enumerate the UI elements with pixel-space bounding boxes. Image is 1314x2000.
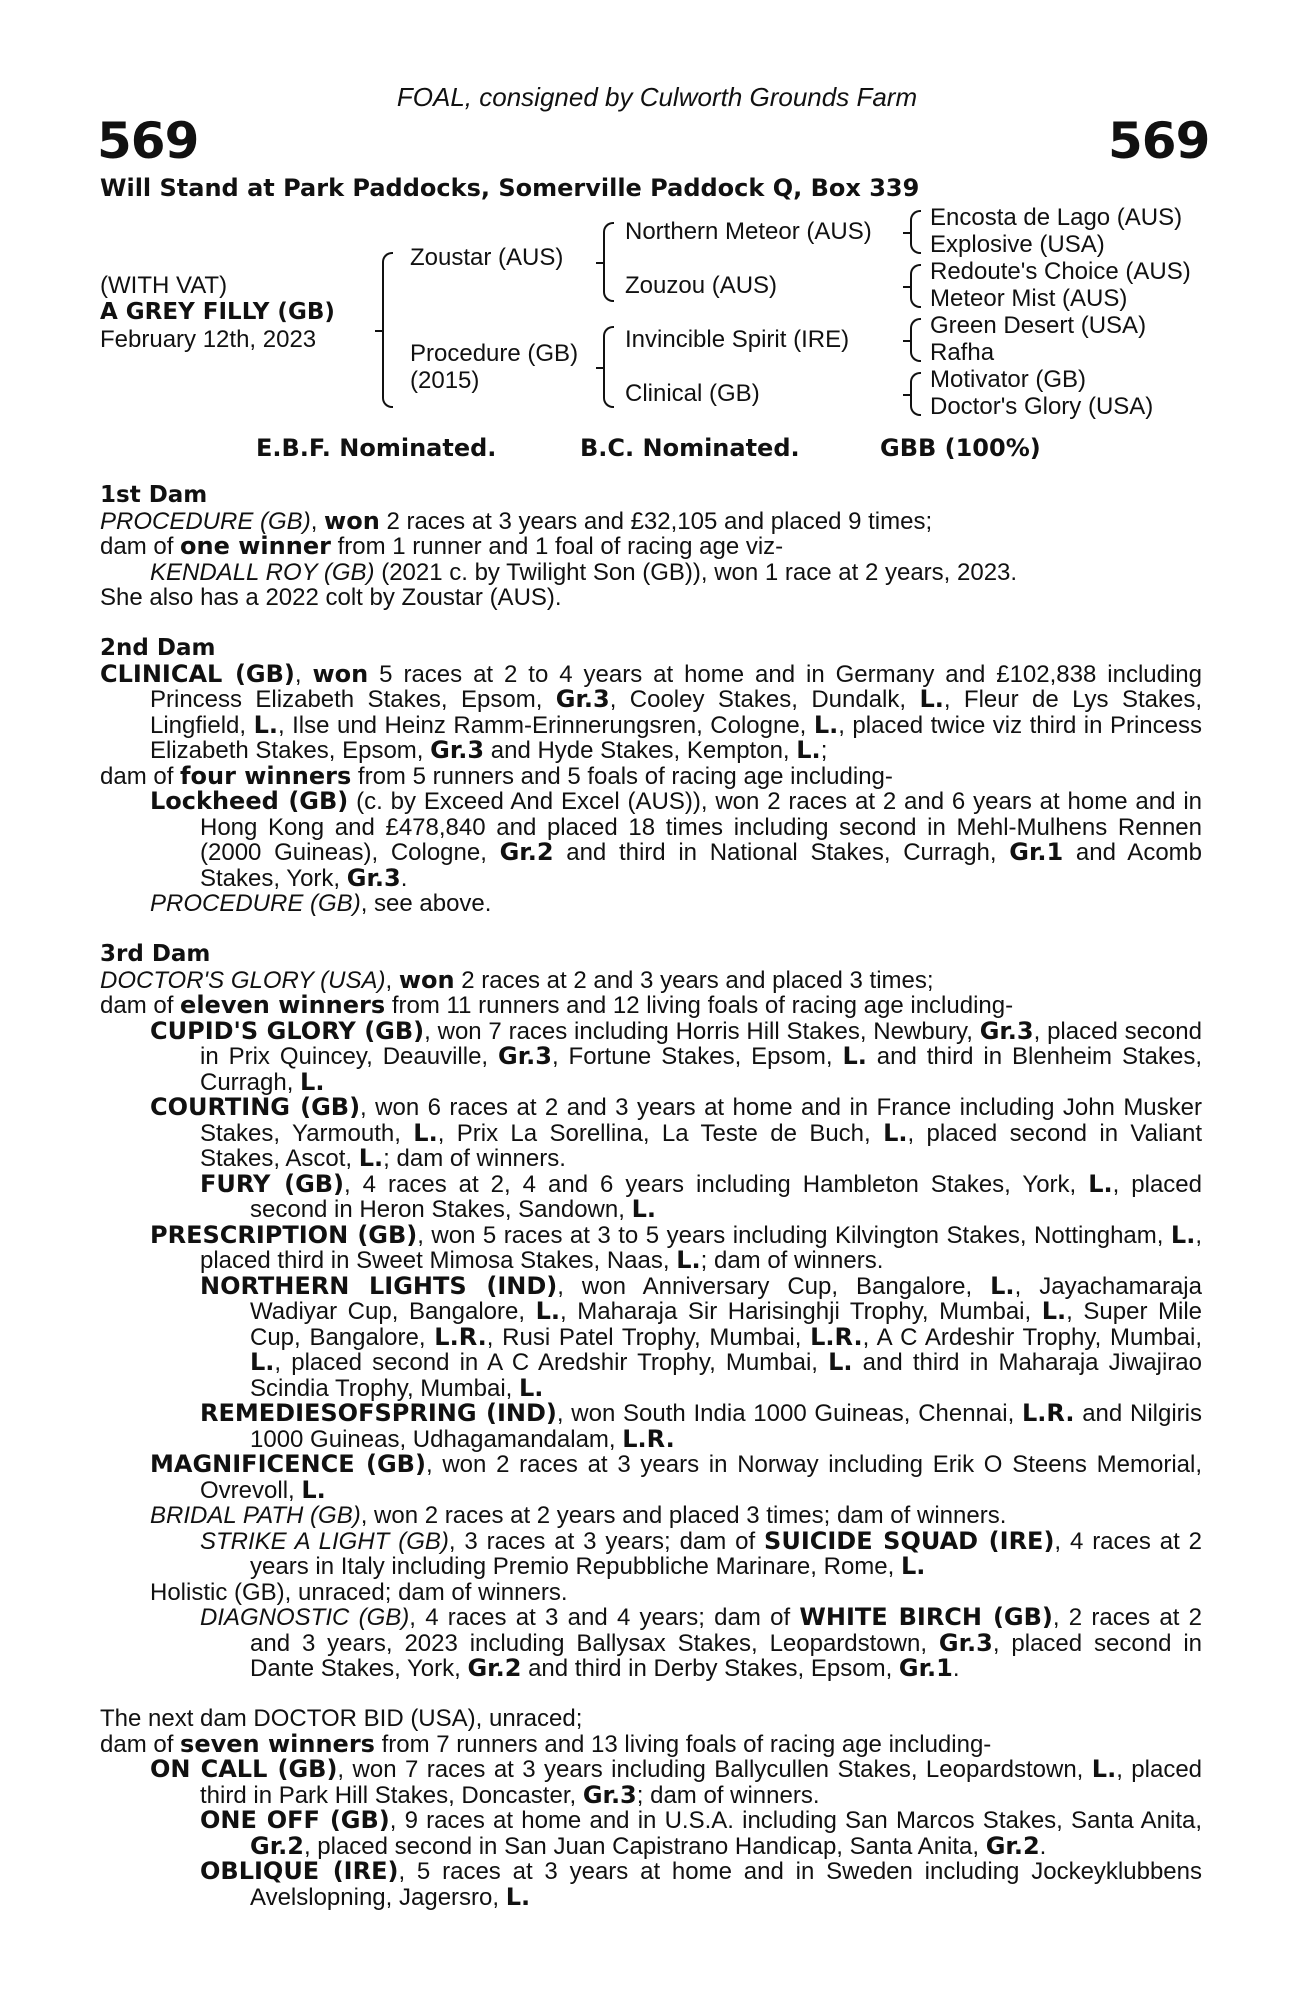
- first-dam-foal: KENDALL ROY (GB) (2021 c. by Twilight Son (GB)), won 1 race at 2 years, 2023.: [150, 558, 1018, 586]
- second-dam-produce: dam of four winners from 5 runners and 5 foals of racing age including-: [100, 761, 893, 790]
- first-dam-produce: dam of one winner from 1 runner and 1 foal of racing age viz-: [100, 532, 784, 560]
- dam-sire: Invincible Spirit (IRE): [625, 326, 850, 353]
- cupids-glory-entry: CUPID'S GLORY (GB), won 7 races including Horris Hill Stakes, Newbury, Gr.3, placed second in Prix Quincey, Deauville, Gr.3, Fortune Stakes, Epsom, L. and third in Blenheim Stakes, Curragh, L.: [150, 1016, 1203, 1096]
- ancestor-5: Green Desert (USA): [930, 312, 1147, 339]
- second-dam-line: CLINICAL (GB), won 5 races at 2 to 4 years at home and in Germany and £102,838 including Princess Elizabeth Stakes, Epsom, Gr.3, Cooley Stakes, Dundalk, L., Fleur de Lys Stakes, Lingfield, L., Ilse und Heinz Ramm-Erinnerungsren, Cologne, L., placed twice viz third in Princess Elizabeth Stakes, Epsom, Gr.3 and Hyde Stakes, Kempton, L.;: [100, 659, 1202, 764]
- first-dam-line: PROCEDURE (GB), won 2 races at 3 years and £32,105 and placed 9 times;: [100, 506, 933, 535]
- third-dam-line: DOCTOR'S GLORY (USA), won 2 races at 2 and 3 years and placed 3 times;: [100, 965, 934, 994]
- second-dam-section: [100, 636, 1202, 917]
- prescription-entry: PRESCRIPTION (GB), won 5 races at 3 to 5 years including Kilvington Stakes, Nottingham, L., placed third in Sweet Mimosa Stakes, Naas, L.; dam of winners.: [150, 1220, 1203, 1274]
- brace-gen1: [382, 252, 393, 408]
- procedure-ref: PROCEDURE (GB), see above.: [150, 890, 492, 917]
- magnificence-entry: MAGNIFICENCE (GB), won 2 races at 3 years in Norway including Erik O Steens Memorial, Ovrevoll, L.: [150, 1450, 1202, 1504]
- strike-a-light-entry: STRIKE A LIGHT (GB), 3 races at 3 years; dam of SUICIDE SQUAD (IRE), 4 races at 2 years in Italy including Premio Repubbliche Marinare, Rome, L.: [200, 1526, 1203, 1580]
- second-dam-heading: 2nd Dam: [100, 635, 216, 661]
- third-dam-section: [100, 942, 1202, 1682]
- next-dam-section: [100, 1706, 1202, 1910]
- brace-g2: [910, 264, 921, 308]
- dam-name: Procedure (GB): [410, 340, 579, 367]
- next-dam-line: The next dam DOCTOR BID (USA), unraced;: [100, 1705, 583, 1732]
- northern-lights-entry: NORTHERN LIGHTS (IND), won Anniversary Cup, Bangalore, L., Jayachamaraja Wadiyar Cup, Bangalore, L., Maharaja Sir Harisinghji Trophy, Mumbai, L., Super Mile Cup, Bangalore, L.R., Rusi Patel Trophy, Mumbai, L.R., A C Ardeshir Trophy, Mumbai, L., placed second in A C Aredshir Trophy, Mumbai, L. and third in Maharaja Jiwajirao Scindia Trophy, Mumbai, L.: [200, 1271, 1203, 1402]
- ancestor-7: Motivator (GB): [930, 366, 1087, 393]
- oblique-entry: OBLIQUE (IRE), 5 races at 3 years at home and in Sweden including Jockeyklubbens Avelslopning, Jagersro, L.: [200, 1857, 1202, 1911]
- ancestor-2: Explosive (USA): [930, 231, 1105, 258]
- gbb-note: GBB (100%): [880, 434, 1041, 462]
- one-off-entry: ONE OFF (GB), 9 races at home and in U.S.A. including San Marcos Stakes, Santa Anita, Gr.2, placed second in San Juan Capistrano Handicap, Santa Anita, Gr.2.: [200, 1806, 1202, 1860]
- third-dam-produce: dam of eleven winners from 11 runners and 12 living foals of racing age including-: [100, 991, 1014, 1019]
- remediesofspring-entry: REMEDIESOFSPRING (IND), won South India 1000 Guineas, Chennai, L.R. and Nilgiris 1000 Guineas, Udhagamandalam, L.R.: [200, 1399, 1202, 1453]
- ancestor-3: Redoute's Choice (AUS): [930, 258, 1191, 285]
- sire-sire: Northern Meteor (AUS): [625, 218, 872, 245]
- dam-dam: Clinical (GB): [625, 380, 760, 407]
- brace-g3: [910, 318, 921, 362]
- lot-number-left: 569: [97, 112, 199, 170]
- brace-sire: [603, 222, 614, 302]
- brace-g4: [910, 372, 921, 416]
- diagnostic-entry: DIAGNOSTIC (GB), 4 races at 3 and 4 years; dam of WHITE BIRCH (GB), 2 races at 2 and 3 years, 2023 including Ballysax Stakes, Leopardstown, Gr.3, placed second in Dante Stakes, York, Gr.2 and third in Derby Stakes, Epsom, Gr.1.: [200, 1603, 1202, 1682]
- horse-name: A GREY FILLY (GB): [100, 299, 335, 325]
- dam-year: (2015): [410, 367, 480, 394]
- first-dam-heading: 1st Dam: [100, 482, 208, 508]
- on-call-entry: ON CALL (GB), won 7 races at 3 years including Ballycullen Stakes, Leopardstown, L., placed third in Park Hill Stakes, Doncaster, Gr.3; dam of winners.: [150, 1755, 1203, 1809]
- holistic-entry: Holistic (GB), unraced; dam of winners.: [150, 1578, 568, 1606]
- ancestor-6: Rafha: [930, 339, 995, 366]
- next-dam-produce: dam of seven winners from 7 runners and 13 living foals of racing age including-: [100, 1729, 992, 1758]
- lot-number-right: 569: [1108, 112, 1210, 170]
- third-dam-heading: 3rd Dam: [100, 941, 211, 967]
- sire-dam: Zouzou (AUS): [625, 272, 778, 299]
- foaling-date: February 12th, 2023: [100, 326, 317, 353]
- first-dam-section: [100, 483, 1202, 611]
- sire-name: Zoustar (AUS): [410, 244, 564, 271]
- stand-location: Will Stand at Park Paddocks, Somerville Paddock Q, Box 339: [100, 174, 920, 202]
- brace-dam: [603, 326, 614, 408]
- vat-note: (WITH VAT): [100, 272, 228, 299]
- ancestor-4: Meteor Mist (AUS): [930, 285, 1128, 312]
- first-dam-note: She also has a 2022 colt by Zoustar (AUS).: [100, 584, 562, 611]
- ebf-nomination: E.B.F. Nominated.: [256, 434, 497, 462]
- ancestor-1: Encosta de Lago (AUS): [930, 204, 1183, 231]
- bc-nomination: B.C. Nominated.: [580, 434, 800, 462]
- ancestor-8: Doctor's Glory (USA): [930, 393, 1154, 420]
- brace-g1: [910, 210, 921, 254]
- bridal-path-entry: BRIDAL PATH (GB), won 2 races at 2 years and placed 3 times; dam of winners.: [150, 1502, 1007, 1529]
- fury-entry: FURY (GB), 4 races at 2, 4 and 6 years including Hambleton Stakes, York, L., placed second in Heron Stakes, Sandown, L.: [200, 1169, 1202, 1223]
- lockheed-entry: Lockheed (GB) (c. by Exceed And Excel (AUS)), won 2 races at 2 and 6 years at home and in Hong Kong and £478,840 and placed 18 times including second in Mehl-Mulhens Rennen (2000 Guineas), Cologne, Gr.2 and third in National Stakes, Curragh, Gr.1 and Acomb Stakes, York, Gr.3.: [150, 787, 1203, 892]
- consignor-line: FOAL, consigned by Culworth Grounds Farm: [396, 82, 918, 112]
- courting-entry: COURTING (GB), won 6 races at 2 and 3 years at home and in France including John Musker Stakes, Yarmouth, L., Prix La Sorellina, La Teste de Buch, L., placed second in Valiant Stakes, Ascot, L.; dam of winners.: [150, 1093, 1202, 1172]
